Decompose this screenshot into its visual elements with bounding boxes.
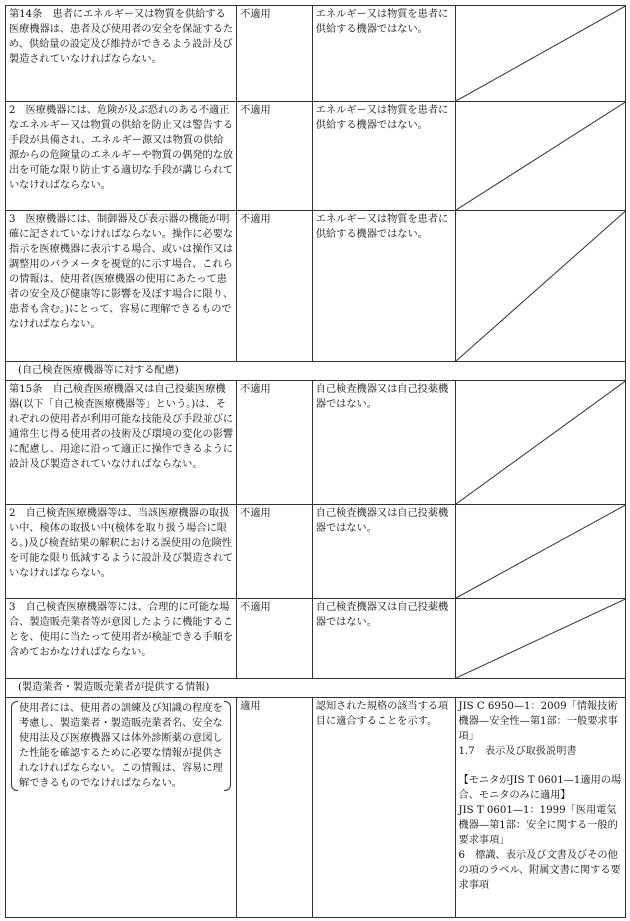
reference-standard: JIS T 0601—1：1999「医用電気機器—第1部：安全に関する一般的要求事項」 [458, 805, 618, 846]
method-cell: 自己検査機器又は自己投薬機器ではない。 [312, 599, 455, 679]
method-cell: エネルギー又は物質を患者に供給する機器ではない。 [312, 102, 455, 211]
applicability-cell: 不適用 [237, 102, 313, 211]
table-row [6, 599, 626, 679]
applicability-cell: 不適用 [237, 599, 313, 679]
applicability-cell: 不適用 [237, 211, 313, 362]
method-cell: 自己検査機器又は自己投薬機器ではない。 [312, 505, 455, 599]
requirement-cell: 2 自己検査医療機器等は、当該医療機器の取扱い中、検体の取扱い中(検体を取り扱う場合に限る。)及び検査結果の解釈における誤使用の危険性を可能な限り低減するように設計及び製造されていなければならない。 [6, 505, 237, 599]
table-row [6, 381, 626, 505]
applicability-cell: 不適用 [237, 381, 313, 505]
requirement-cell: 第14条 患者にエネルギー又は物質を供給する医療機器は、患者及び使用者の安全を保証するため、供給量の設定及び維持ができるよう設計及び製造されていなければならない。 [6, 6, 237, 102]
applicability-cell: 適用 [237, 698, 313, 918]
empty-diagonal-cell [455, 599, 625, 679]
table-row [6, 698, 626, 918]
requirement-cell: 3 医療機器には、制御器及び表示器の機能が明確に記されていなければならない。操作に必要な指示を医療機器に表示する場合、或いは操作又は調整用のパラメータを視覚的に示す場合、これらの情報は、使用者(医療機器の使用にあたって患者の安全及び健康等に影響を及ぼす場合に限り、患者も含む。)にとって、容易に理解できるものでなければならない。 [6, 211, 237, 362]
empty-diagonal-cell [455, 505, 625, 599]
applicability-cell: 不適用 [237, 505, 313, 599]
section-row [6, 362, 626, 381]
method-cell: 自己検査機器又は自己投薬機器ではない。 [312, 381, 455, 505]
empty-diagonal-cell [455, 211, 625, 362]
requirement-cell: 第15条 自己検査医療機器又は自己投薬医療機器(以下「自己検査医療機器等」という。)は、それぞれの使用者が利用可能な技能及び手段並びに通常生じ得る使用者の技術及び環境の変化の影響に配慮し、用途に沿って適正に操作できるように設計及び製造されていなければならない。 [6, 381, 237, 505]
reference-standard: JIS C 6950—1：2009「情報技術機器—安全性—第1部：一般要求事項」 [458, 701, 618, 742]
table-row [6, 211, 626, 362]
method-cell: 認知された規格の該当する項目に適合することを示す。 [312, 698, 455, 918]
method-cell: エネルギー又は物質を患者に供給する機器ではない。 [312, 211, 455, 362]
reference-note: 【モニタがJIS T 0601—1適用の場合、モニタのみに適用】 [458, 775, 622, 801]
table-row [6, 6, 626, 102]
empty-diagonal-cell [455, 381, 625, 505]
empty-diagonal-cell [455, 6, 625, 102]
requirement-cell [6, 698, 237, 918]
reference-cell [455, 698, 625, 918]
applicability-cell: 不適用 [237, 6, 313, 102]
requirements-table [5, 5, 626, 918]
section-heading: (製造業者・製造販売業者が提供する情報) [6, 679, 626, 698]
reference-clause: 1.7 表示及び取扱説明書 [458, 746, 577, 757]
section-row [6, 679, 626, 698]
table-row [6, 102, 626, 211]
requirement-cell: 3 自己検査医療機器等には、合理的に可能な場合、製造販売業者等が意図したように機能することを、使用に当たって使用者が検証できる手順を含めておかなければならない。 [6, 599, 237, 679]
table-row [6, 505, 626, 599]
reference-clause: 6 標識、表示及び文書及びその他の項のラベル、附属文書に関する要求事項 [458, 850, 621, 891]
empty-diagonal-cell [455, 102, 625, 211]
requirement-cell: 2 医療機器には、危険が及ぶ恐れのある不適正なエネルギー又は物質の供給を防止又は警告する手段が具備され、エネルギー源又は物質の供給源からの危険量のエネルギーや物質の偶発的な放出を可能な限り防止する適切な手段が講じられていなければならない。 [6, 102, 237, 211]
method-cell: エネルギー又は物質を患者に供給する機器ではない。 [312, 6, 455, 102]
section-heading: (自己検査医療機器等に対する配慮) [6, 362, 626, 381]
bracketed-requirement: 使用者には、使用者の訓練及び知識の程度を考慮し、製造業者・製造販売業者名、安全な使用法及び医療機器又は体外診断薬の意図した性能を確認するために必要な情報が提供されなければならない。この情報は、容易に理解できるものでなければならない。 [9, 699, 233, 793]
